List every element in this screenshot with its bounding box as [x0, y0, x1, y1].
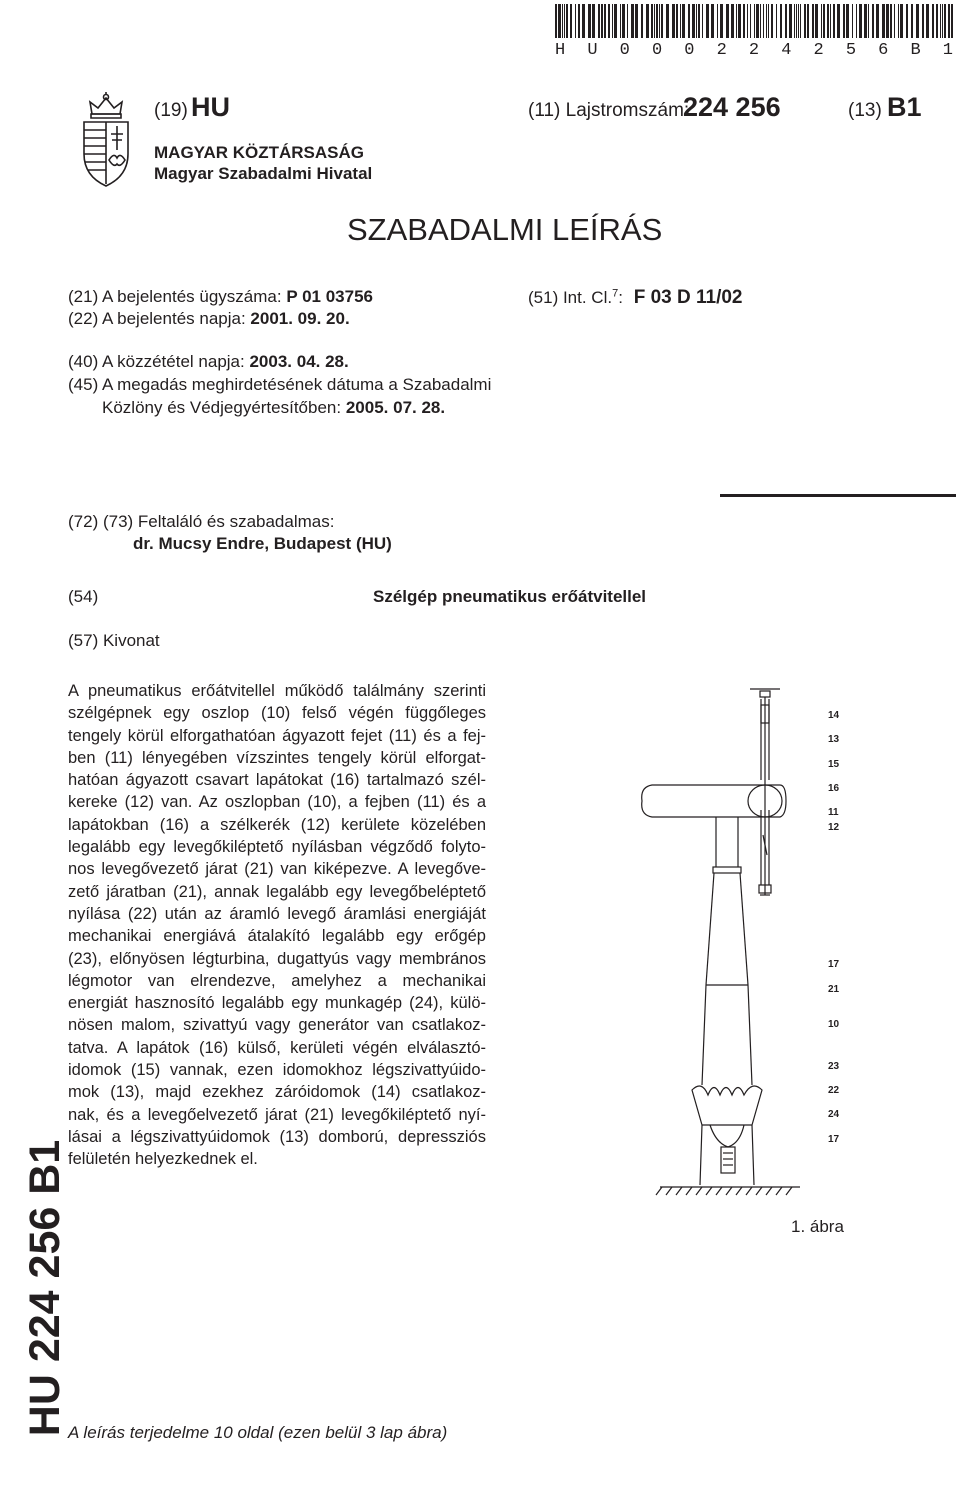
barcode-bar — [922, 4, 924, 38]
barcode-bar — [780, 4, 782, 38]
figure-reference-label: 22 — [828, 1085, 840, 1096]
barcode-digit: 2 — [813, 41, 824, 60]
barcode-bar — [702, 4, 703, 38]
abstract-text — [68, 680, 486, 1171]
application-number-row — [68, 287, 373, 307]
abstract-line: nak, és a levegőelvezető járat (21) levegőkiléptető nyí- — [68, 1105, 486, 1124]
invention-title: Szélgép pneumatikus erőátvitellel — [373, 587, 647, 606]
barcode-bar — [864, 4, 867, 38]
barcode-bar — [720, 4, 723, 38]
figure-reference-label: 11 — [828, 807, 839, 818]
figure-reference-label: 24 — [828, 1109, 840, 1120]
side-document-identifier: HU 224 256 B1 — [21, 1139, 69, 1437]
figure-reference-label: 17 — [828, 1134, 840, 1145]
barcode-bar — [830, 4, 831, 38]
barcode-bar — [736, 4, 737, 38]
abstract-line: zető járatban (21), annak legalább egy levegőbeléptető — [68, 882, 486, 901]
barcode-bar — [608, 4, 610, 38]
barcode-bar — [846, 4, 849, 38]
barcode-digits — [555, 41, 953, 60]
abstract-line: lapátokban (16) a szélkerék (12) kerülete közelében — [68, 815, 486, 834]
filing-date: 2001. 09. 20. — [250, 309, 350, 328]
barcode-bar — [833, 4, 835, 38]
abstract-line: légmotor van elrendezve, amelyhez a mechanikai — [68, 971, 486, 990]
barcode-bar — [859, 4, 862, 38]
barcode-bar — [726, 4, 729, 38]
barcode-bar — [598, 4, 600, 38]
barcode-bar — [906, 4, 908, 38]
figure-reference-label: 12 — [828, 822, 840, 833]
abstract-line: energiát hasznosító legalább egy munkagép (24), külö- — [68, 994, 486, 1013]
barcode-bar — [754, 4, 755, 38]
barcode-bar — [738, 4, 741, 38]
barcode-bar — [944, 4, 946, 38]
figure-reference-label: 15 — [828, 759, 840, 770]
barcode-bar — [731, 4, 734, 38]
publication-date-label: (40) A közzététel napja: — [68, 352, 245, 371]
barcode-bar — [776, 4, 777, 38]
application-number-label: (21) A bejelentés ügyszáma: — [68, 287, 282, 306]
barcode-bar — [843, 4, 845, 38]
abstract-line: lásai a légszivattyúidomok (13) domború, depressziós — [68, 1127, 486, 1146]
abstract-line: tatva. A lapátok (16) külső, kerületi végén elválasztó- — [68, 1038, 486, 1057]
barcode-digit: 5 — [845, 41, 857, 60]
barcode-bar — [698, 4, 700, 38]
registration-number: 224 256 — [683, 92, 781, 122]
abstract-line: tengely körül elforgathatóan ágyazott fejet (11) és a fej- — [68, 726, 486, 745]
barcode-bar — [796, 4, 797, 38]
document-title: SZABADALMI LEÍRÁS — [347, 212, 663, 247]
barcode-bar — [763, 4, 764, 38]
barcode-bar — [635, 4, 638, 38]
barcode-bar — [566, 4, 568, 38]
barcode-digit: H — [555, 41, 566, 60]
barcode-digit: 6 — [878, 41, 889, 60]
abstract-line: nyílása (22) után az áramló levegő áramlási energiáját — [68, 904, 486, 923]
barcode-bar — [936, 4, 938, 38]
barcode-bar — [911, 4, 913, 38]
barcode-bar — [800, 4, 801, 38]
barcode-bar — [696, 4, 697, 38]
barcode-bar — [575, 4, 576, 38]
kind-code-label: (13) — [848, 100, 882, 121]
abstract-line: nos levegővezető járat (21) van kiképezve. A levegőve- — [68, 860, 486, 879]
barcode-bar — [692, 4, 695, 38]
barcode-bar — [942, 4, 943, 38]
barcode-bar — [656, 4, 658, 38]
barcode-bar — [948, 4, 950, 38]
barcode-bar — [766, 4, 767, 38]
barcode-digit: 4 — [781, 41, 792, 60]
barcode-bar — [916, 4, 919, 38]
country-code: HU — [191, 92, 230, 122]
abstract-line: kereke (12) van. Az oszlopban (10), a fejben (11) és a — [68, 793, 486, 812]
abstract-line: felületén helyezkednek el. — [68, 1150, 258, 1169]
barcode-bar — [886, 4, 889, 38]
figure-caption: 1. ábra — [791, 1217, 844, 1236]
barcode-bar — [558, 4, 561, 38]
kind-code: B1 — [887, 92, 922, 122]
abstract-line: mechanikai energiává átalakító legalább egy erőgép — [68, 927, 486, 946]
classification-colon: : — [618, 288, 623, 307]
barcode-bar — [646, 4, 649, 38]
barcode-bar — [900, 4, 903, 38]
abstract-line: ben (11) lényegében vízszintes tengely körül elforgat- — [68, 748, 486, 767]
barcode-bar — [760, 4, 761, 38]
barcode-bar — [926, 4, 929, 38]
barcode-bar — [672, 4, 675, 38]
grant-announcement-line2 — [102, 398, 445, 418]
abstract-line: idomok (15) vannak, ezen idomokhoz légszivattyúido- — [68, 1061, 486, 1080]
barcode-bar — [601, 4, 603, 38]
barcode-bar — [604, 4, 606, 38]
barcode-bar — [706, 4, 709, 38]
publication-date-row — [68, 352, 349, 372]
office-name: Magyar Szabadalmi Hivatal — [154, 164, 373, 183]
figure-reference-label: 17 — [828, 959, 840, 970]
divider — [720, 494, 956, 497]
barcode-bar — [631, 4, 634, 38]
barcode-bar — [789, 4, 792, 38]
barcode-bar — [890, 4, 892, 38]
barcode-bar — [627, 4, 628, 38]
barcode-bar — [666, 4, 669, 38]
barcode-bar — [794, 4, 795, 38]
application-number: P 01 03756 — [286, 287, 373, 306]
barcode-bar — [876, 4, 879, 38]
inventor-name: dr. Mucsy Endre, Budapest (HU) — [133, 534, 392, 553]
barcode-bar — [768, 4, 769, 38]
barcode-bar — [654, 4, 655, 38]
barcode-bar — [682, 4, 685, 38]
publication-date: 2003. 04. 28. — [249, 352, 349, 371]
barcode-bar — [659, 4, 660, 38]
barcode-bar — [651, 4, 653, 38]
barcode-bar — [743, 4, 745, 38]
barcode-bar — [620, 4, 621, 38]
barcode-bar — [614, 4, 617, 38]
grant-announcement-label: Közlöny és Védjegyértesítőben: — [102, 398, 342, 417]
barcode-bar — [688, 4, 690, 38]
barcode-bar — [747, 4, 748, 38]
figure-reference-label: 14 — [828, 710, 840, 721]
inventor-label: (72) (73) Feltaláló és szabadalmas: — [68, 512, 335, 531]
barcode-bar — [821, 4, 822, 38]
figure-reference-label: 13 — [828, 734, 840, 745]
barcode-digit: 0 — [651, 41, 663, 60]
barcode-bar — [940, 4, 941, 38]
figure-reference-label: 16 — [828, 783, 840, 794]
figure-reference-label: 10 — [828, 1019, 840, 1030]
filing-date-label: (22) A bejelentés napja: — [68, 309, 246, 328]
barcode-bar — [564, 4, 565, 38]
barcode-bar — [592, 4, 595, 38]
grant-announcement-date: 2005. 07. 28. — [345, 398, 446, 417]
figure-reference-label: 21 — [828, 984, 840, 995]
classification-label: (51) Int. Cl. — [528, 288, 613, 307]
barcode-bar — [622, 4, 625, 38]
barcode-bar — [555, 4, 557, 38]
barcode-bar — [823, 4, 825, 38]
barcode-bar — [804, 4, 806, 38]
barcode-bar — [711, 4, 714, 38]
barcode-bar — [661, 4, 663, 38]
barcode-bar — [856, 4, 857, 38]
barcode-bar — [676, 4, 678, 38]
abstract-line: (23), előnyösen légturbina, dugattyús vagy membrános — [68, 949, 486, 968]
registration-number-label: (11) Lajstromszám: — [528, 100, 690, 121]
abstract-line: hatóan ágyazott csavart lapátokat (16) tartalmazó szél- — [68, 771, 486, 790]
barcode-bar — [894, 4, 895, 38]
figure-reference-label: 23 — [828, 1061, 840, 1072]
coat-of-arms-icon — [76, 92, 136, 190]
barcode-bar — [578, 4, 580, 38]
barcode-digit: 2 — [748, 41, 760, 60]
grant-announcement-line1: (45) A megadás meghirdetésének dátuma a Szabadalmi — [68, 375, 492, 394]
barcode-bar — [756, 4, 759, 38]
barcode-bar — [750, 4, 751, 38]
barcode-bar — [680, 4, 681, 38]
barcode-digit: B — [910, 41, 921, 60]
filing-date-row — [68, 309, 350, 329]
invention-title-label: (54) — [68, 587, 99, 606]
barcode — [555, 4, 953, 38]
barcode-digit: 0 — [684, 41, 695, 60]
wind-turbine-drawing — [620, 685, 860, 1205]
barcode-bar — [898, 4, 899, 38]
barcode-bar — [951, 4, 953, 38]
classification-edition: 7 — [612, 287, 619, 300]
barcode-bar — [612, 4, 613, 38]
barcode-bar — [588, 4, 591, 38]
barcode-bar — [827, 4, 829, 38]
barcode-bar — [868, 4, 869, 38]
abstract-line: szélgépnek egy oszlop (10) felső végén függőleges — [68, 704, 486, 723]
barcode-bar — [812, 4, 814, 38]
country-name: MAGYAR KÖZTÁRSASÁG — [154, 143, 364, 162]
barcode-bar — [570, 4, 572, 38]
barcode-digit: 0 — [619, 41, 630, 60]
barcode-bar — [882, 4, 885, 38]
barcode-digit: 2 — [716, 41, 727, 60]
abstract-line: nösen malom, szivattyú vagy generátor van csatlakoz- — [68, 1016, 486, 1035]
barcode-digit: 1 — [942, 41, 953, 60]
barcode-bar — [785, 4, 787, 38]
barcode-bar — [852, 4, 853, 38]
barcode-bar — [771, 4, 773, 38]
barcode-bar — [582, 4, 585, 38]
classification: F 03 D 11/02 — [633, 287, 743, 308]
barcode-bar — [798, 4, 799, 38]
abstract-line: mok (13), majd ezekhez záróidomok (14) csatlakoz- — [68, 1083, 486, 1102]
abstract-label: (57) Kivonat — [68, 631, 160, 650]
barcode-bar — [932, 4, 934, 38]
barcode-bar — [815, 4, 818, 38]
abstract-line: legalább egy levegőkiléptető nyílásban végződő folyto- — [68, 838, 486, 857]
barcode-bar — [641, 4, 643, 38]
barcode-bar — [837, 4, 840, 38]
country-code-label: (19) — [154, 100, 188, 121]
barcode-bar — [562, 4, 563, 38]
abstract-line: A pneumatikus erőátvitellel működő találmány szerinti — [68, 682, 486, 700]
barcode-bar — [717, 4, 718, 38]
barcode-bar — [872, 4, 874, 38]
classification-row — [528, 287, 742, 309]
page-count-note: A leírás terjedelme 10 oldal (ezen belül 3 lap ábra) — [68, 1423, 448, 1442]
barcode-bar — [807, 4, 809, 38]
barcode-digit: U — [587, 41, 598, 60]
